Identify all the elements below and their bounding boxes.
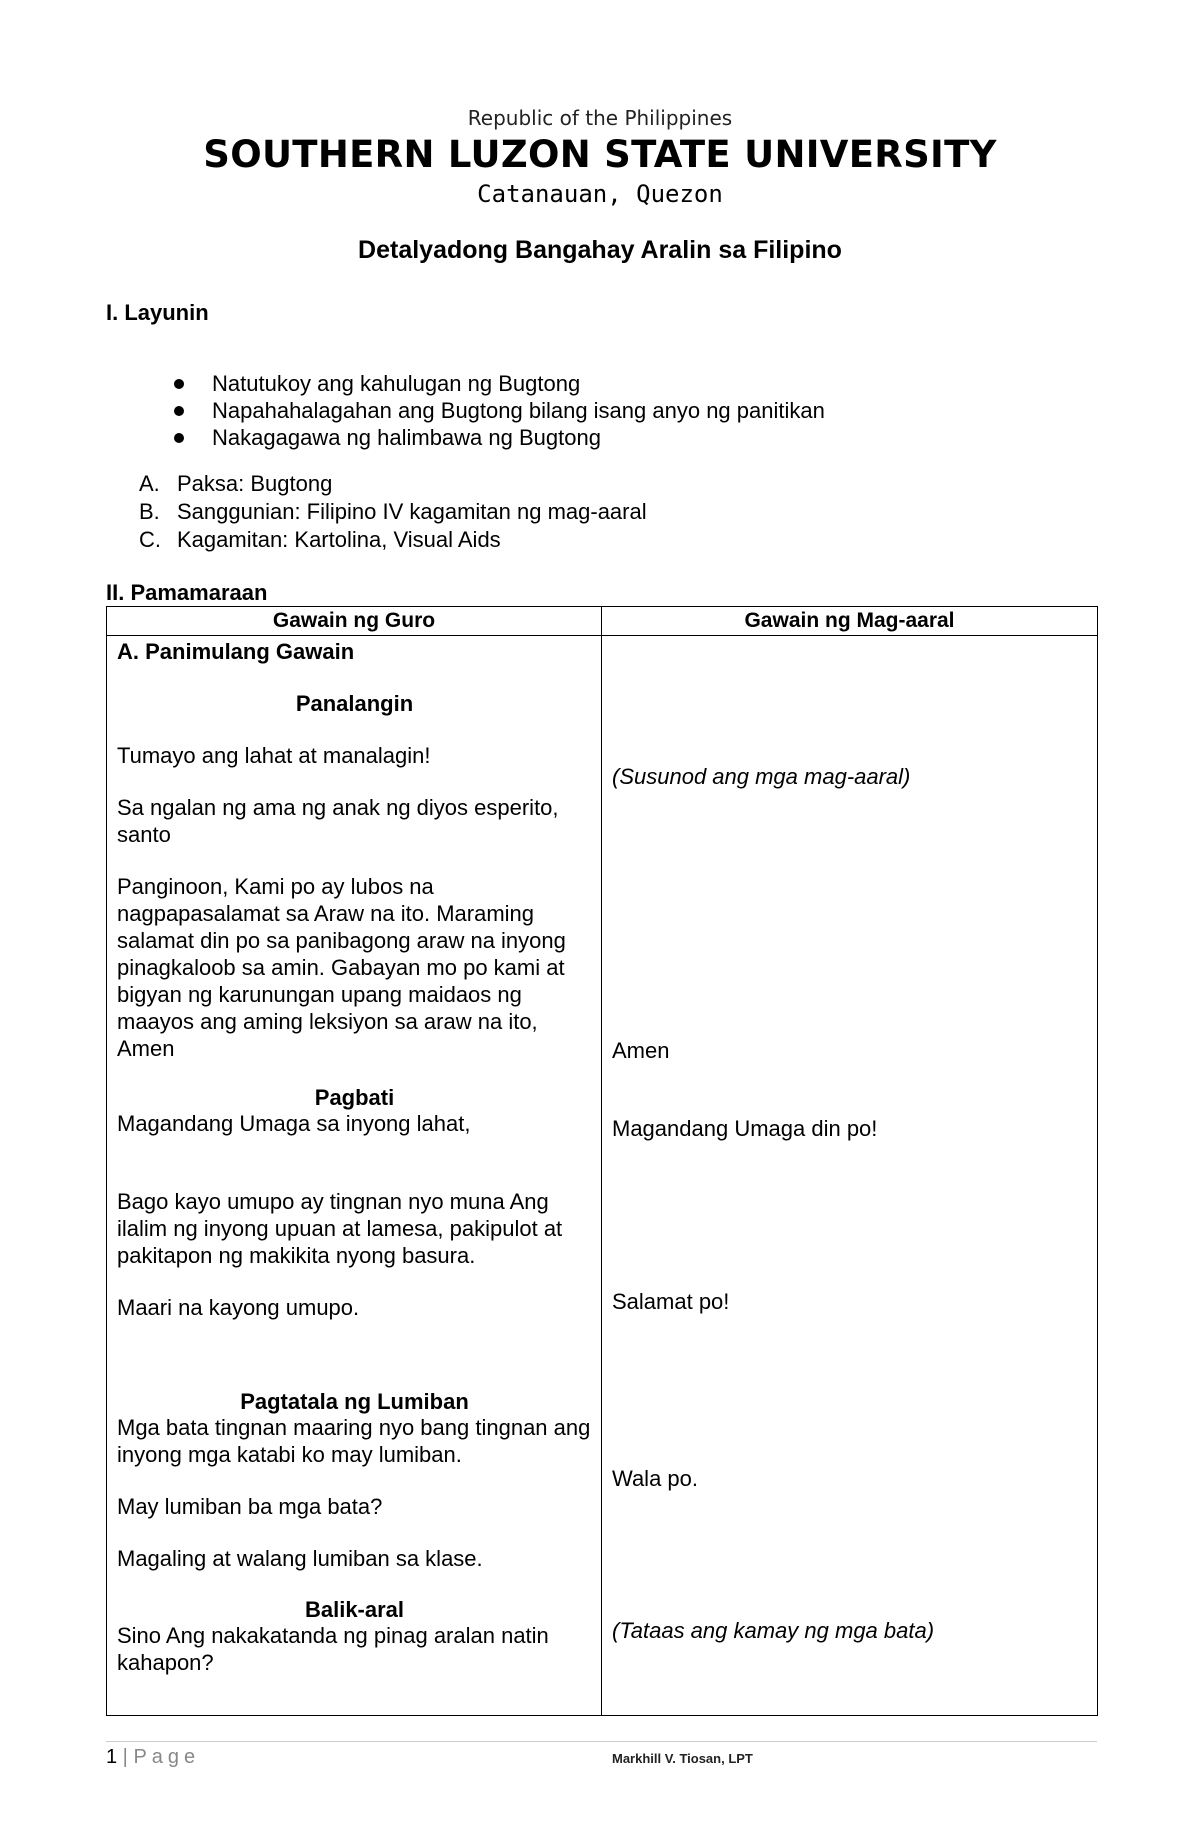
- university-name: SOUTHERN LUZON STATE UNIVERSITY: [203, 133, 997, 176]
- page-word: Page: [133, 1746, 201, 1768]
- section-heading-layunin: I. Layunin: [106, 300, 209, 325]
- student-text: Wala po.: [612, 1466, 699, 1491]
- column-header-student: Gawain ng Mag-aaral: [602, 607, 1098, 636]
- panalangin-heading: Panalangin: [295, 691, 414, 716]
- student-cell: [602, 636, 1098, 1716]
- list-item: Napahahalagahan ang Bugtong bilang isang anyo ng panitikan: [170, 397, 825, 424]
- list-text: Paksa: Bugtong: [177, 471, 333, 496]
- pagbati-heading: Pagbati: [314, 1085, 395, 1110]
- teacher-text: Bago kayo umupo ay tingnan nyo muna Ang ilalim ng inyong upuan at lamesa, pakipulot at pakitapon ng makikita nyong basura.: [117, 1189, 563, 1268]
- panimula-heading: A. Panimulang Gawain: [117, 639, 355, 664]
- list-item: [139, 470, 647, 498]
- section-heading-pamamaraan: II. Pamamaraan: [106, 580, 268, 605]
- list-item: Nakagagawa ng halimbawa ng Bugtong: [170, 424, 825, 451]
- republic-line: Republic of the Philippines: [467, 106, 733, 130]
- teacher-text: May lumiban ba mga bata?: [117, 1494, 383, 1519]
- teacher-prayer: Panginoon, Kami po ay lubos na nagpapasalamat sa Araw na ito. Maraming salamat din po sa panibagong araw na inyong pinagkaloob sa amin. Gabayan mo po kami at bigyan ng karunungan upang maidaos ng maayos ang aming leksiyon sa araw na ito, Amen: [117, 874, 566, 1061]
- student-text: (Susunod ang mga mag-aaral): [612, 764, 911, 789]
- list-marker: B.: [139, 499, 160, 524]
- table-row: [107, 636, 1098, 1716]
- document-title: Detalyadong Bangahay Aralin sa Filipino: [358, 236, 842, 264]
- page-separator: |: [117, 1746, 134, 1768]
- balik-aral-heading: Balik-aral: [304, 1597, 405, 1622]
- teacher-text: Magandang Umaga sa inyong lahat,: [117, 1111, 471, 1136]
- teacher-text: Sa ngalan ng ama ng anak ng diyos esperito, santo: [117, 795, 559, 847]
- student-text: Magandang Umaga din po!: [612, 1116, 878, 1141]
- list-text: Kagamitan: Kartolina, Visual Aids: [177, 527, 501, 552]
- teacher-text: Sino Ang nakakatanda ng pinag aralan natin kahapon?: [117, 1623, 549, 1675]
- list-item: Natutukoy ang kahulugan ng Bugtong: [170, 370, 825, 397]
- list-marker: A.: [139, 471, 160, 496]
- author-name: Markhill V. Tiosan, LPT: [612, 1751, 753, 1766]
- teacher-text: Tumayo ang lahat at manalagin!: [117, 743, 431, 768]
- topic-list: [139, 470, 647, 554]
- page-number-value: 1: [106, 1746, 118, 1768]
- student-text: (Tataas ang kamay ng mga bata): [612, 1618, 935, 1643]
- teacher-text: Maari na kayong umupo.: [117, 1295, 360, 1320]
- teacher-text: Mga bata tingnan maaring nyo bang tingnan ang inyong mga katabi ko may lumiban.: [117, 1415, 591, 1467]
- list-text: Sanggunian: Filipino IV kagamitan ng mag-aaral: [177, 499, 647, 524]
- lumiban-heading: Pagtatala ng Lumiban: [240, 1389, 469, 1414]
- teacher-text: Magaling at walang lumiban sa klase.: [117, 1546, 483, 1571]
- list-item: [139, 526, 647, 554]
- teacher-cell: [107, 636, 602, 1716]
- page-number: [106, 1746, 200, 1769]
- objectives-list: [170, 370, 825, 451]
- column-header-teacher: Gawain ng Guro: [107, 607, 602, 636]
- list-marker: C.: [139, 527, 161, 552]
- table-header-row: [107, 607, 1098, 636]
- list-item: [139, 498, 647, 526]
- footer-divider: [106, 1741, 1097, 1742]
- university-location: Catanauan, Quezon: [477, 180, 723, 208]
- procedure-table: [106, 606, 1098, 1716]
- student-text: Salamat po!: [612, 1289, 730, 1314]
- student-text: Amen: [612, 1038, 670, 1063]
